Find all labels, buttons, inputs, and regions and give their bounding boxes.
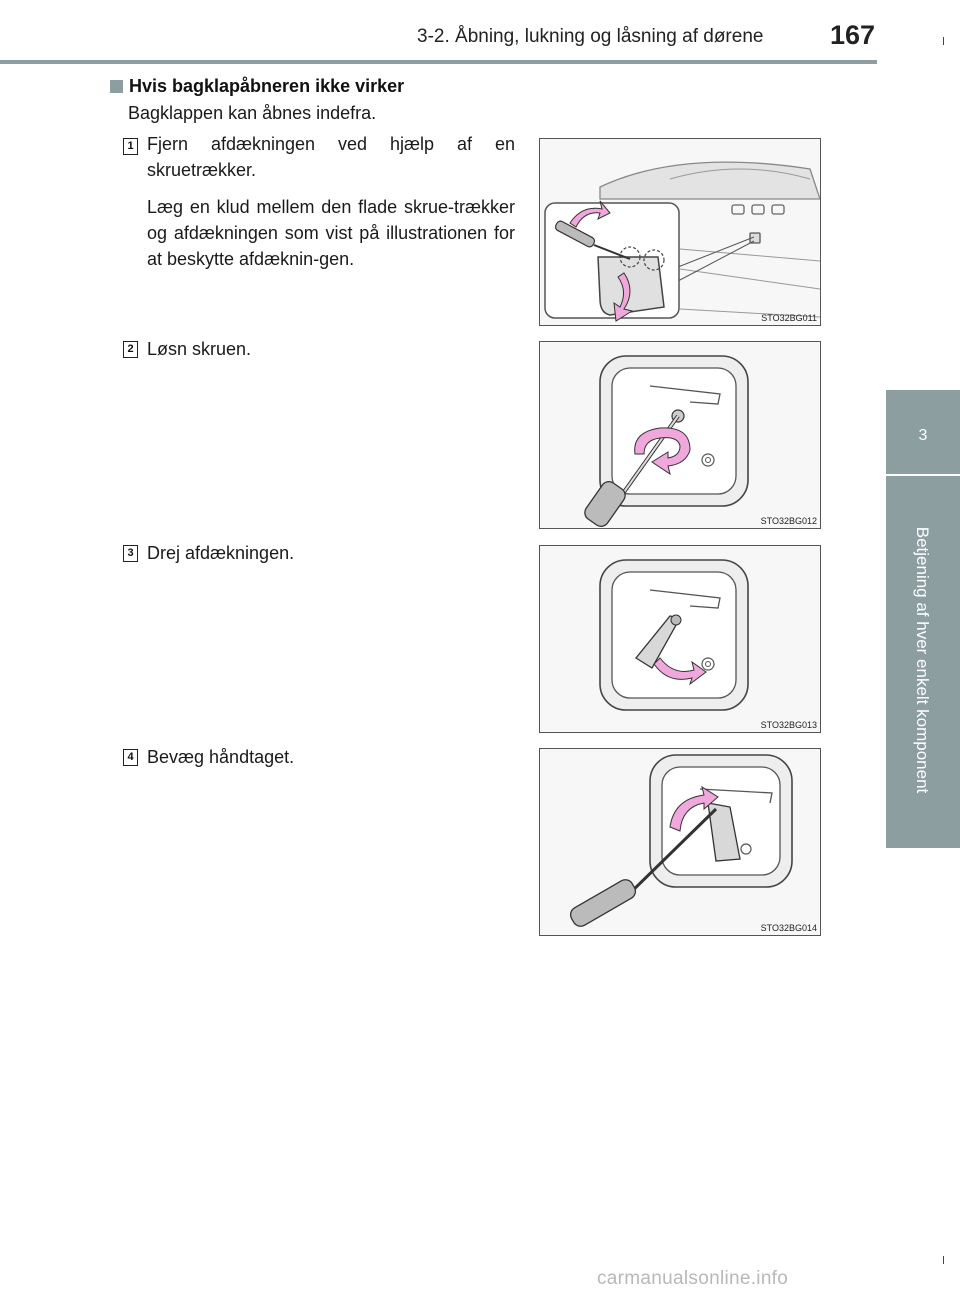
figure-step-2 bbox=[539, 341, 821, 529]
step-4-text bbox=[147, 744, 515, 781]
step-2-paragraph-1: Løsn skruen. bbox=[147, 339, 252, 359]
step-1-text bbox=[147, 131, 515, 283]
intro-text: Bagklappen kan åbnes indefra. bbox=[128, 103, 377, 123]
figure-step-4 bbox=[539, 748, 821, 936]
chapter-number: 3 bbox=[918, 427, 928, 444]
step-number-2: 2 bbox=[123, 341, 138, 358]
chapter-title: Betjening af hver enkelt komponent bbox=[913, 526, 932, 794]
figure-step-3 bbox=[539, 545, 821, 733]
figure-code: STO32BG014 bbox=[760, 923, 817, 933]
figure-step-1 bbox=[539, 138, 821, 326]
chapter-tab-divider bbox=[886, 474, 960, 476]
lever-moving-illustration bbox=[540, 749, 820, 935]
step-1-paragraph-2: Læg en klud mellem den flade skrue-trækker og afdækningen som vist på illustrationen for at beskytte afdæknin-gen. bbox=[147, 197, 515, 269]
square-bullet-icon bbox=[110, 80, 123, 93]
step-3-paragraph-1: Drej afdækningen. bbox=[147, 543, 295, 563]
step-number-3: 3 bbox=[123, 545, 138, 562]
crop-mark-bottom bbox=[943, 1256, 944, 1264]
step-3-text bbox=[147, 540, 515, 577]
figure-code: STO32BG012 bbox=[760, 516, 817, 526]
step-2-text bbox=[147, 336, 515, 373]
step-1-paragraph-1: Fjern afdækningen ved hjælp af en skruetrækker. bbox=[147, 134, 515, 180]
tailgate-trim-illustration bbox=[540, 139, 820, 325]
screw-loosening-illustration bbox=[540, 342, 820, 528]
page-number: 167 bbox=[830, 20, 876, 50]
step-number-1: 1 bbox=[123, 138, 138, 155]
step-number-4: 4 bbox=[123, 749, 138, 766]
section-heading-text: Hvis bagklapåbneren ikke virker bbox=[129, 76, 405, 96]
watermark: carmanualsonline.info bbox=[597, 1268, 789, 1289]
figure-code: STO32BG013 bbox=[760, 720, 817, 730]
header-title: 3-2. Åbning, lukning og låsning af dørene bbox=[417, 26, 764, 47]
figure-code: STO32BG011 bbox=[761, 313, 817, 323]
crop-mark-top bbox=[943, 37, 944, 45]
section-heading bbox=[110, 76, 404, 97]
step-4-paragraph-1: Bevæg håndtaget. bbox=[147, 747, 295, 767]
cover-turning-illustration bbox=[540, 546, 820, 732]
header-rule bbox=[0, 60, 877, 64]
